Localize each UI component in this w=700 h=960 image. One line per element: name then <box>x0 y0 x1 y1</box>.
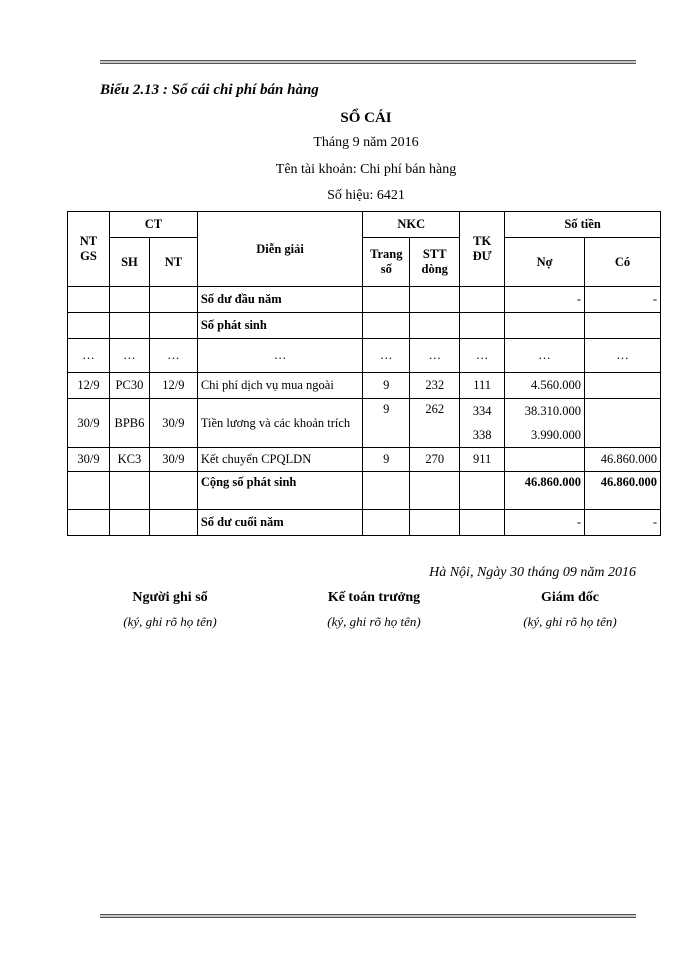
cell-tk-du <box>460 399 505 448</box>
signing-date: Hà Nội, Ngày 30 tháng 09 năm 2016 <box>429 565 636 580</box>
cell-nt: 12/9 <box>149 373 197 399</box>
cell-sh: PC30 <box>109 373 149 399</box>
ellipsis-cell: … <box>585 339 661 373</box>
top-rule <box>100 60 636 64</box>
table-row <box>68 448 661 472</box>
ellipsis-cell: … <box>505 339 585 373</box>
cell-trang-so: 9 <box>363 448 410 472</box>
ellipsis-cell: … <box>68 339 110 373</box>
table-row <box>68 373 661 399</box>
header-tk-du: TK ĐƯ <box>460 212 505 287</box>
total-label: Cộng số phát sinh <box>197 472 362 510</box>
ellipsis-cell: … <box>149 339 197 373</box>
total-no: 46.860.000 <box>505 472 585 510</box>
opening-no: - <box>505 287 585 313</box>
table-row <box>68 287 661 313</box>
account-name: Tên tài khoản: Chi phí bán hàng <box>275 162 457 177</box>
figure-caption: Biểu 2.13 : Sổ cái chi phí bán hàng <box>100 82 319 98</box>
header-so-tien: Số tiền <box>505 212 661 238</box>
ledger-month: Tháng 9 năm 2016 <box>313 135 419 150</box>
table-row <box>68 399 661 448</box>
header-trang-so: Trang số <box>363 238 410 287</box>
cell-no-line: 38.310.000 <box>524 404 582 418</box>
cell-no <box>505 399 585 448</box>
bottom-rule <box>100 914 636 918</box>
header-no: Nợ <box>505 238 585 287</box>
cell-nt: 30/9 <box>149 399 197 448</box>
table-row <box>68 313 661 339</box>
ellipsis-cell: … <box>410 339 460 373</box>
ledger-table <box>67 211 661 536</box>
ledger-title: SỔ CÁI <box>340 110 392 126</box>
signer-director <box>470 590 670 630</box>
closing-balance-label: Số dư cuối năm <box>197 510 362 536</box>
ellipsis-cell: … <box>197 339 362 373</box>
cell-description: Kết chuyển CPQLDN <box>197 448 362 472</box>
header-nkc: NKC <box>363 212 460 238</box>
cell-nt-gs: 30/9 <box>68 448 110 472</box>
ellipsis-cell: … <box>109 339 149 373</box>
cell-trang-so: 9 <box>363 373 410 399</box>
ellipsis-cell: … <box>460 339 505 373</box>
header-co: Có <box>585 238 661 287</box>
signer-note: (ký, ghi rõ họ tên) <box>523 614 617 629</box>
cell-sh: BPB6 <box>109 399 149 448</box>
cell-no-line: 3.990.000 <box>531 428 582 442</box>
cell-tk-du-line: 338 <box>472 428 492 442</box>
signer-title: Giám đốc <box>541 590 599 605</box>
cell-tk-du: 911 <box>460 448 505 472</box>
header-nt: NT <box>149 238 197 287</box>
table-row <box>68 472 661 510</box>
header-stt-dong: STT dòng <box>410 238 460 287</box>
cell-description: Tiền lương và các khoản trích <box>197 399 362 448</box>
header-dien-giai: Diễn giải <box>197 212 362 287</box>
cell-no: 4.560.000 <box>505 373 585 399</box>
signer-title: Kế toán trưởng <box>327 590 421 605</box>
cell-co: 46.860.000 <box>585 448 661 472</box>
cell-nt-gs: 30/9 <box>68 399 110 448</box>
table-row <box>68 510 661 536</box>
ellipsis-cell: … <box>363 339 410 373</box>
total-co: 46.860.000 <box>585 472 661 510</box>
cell-sh: KC3 <box>109 448 149 472</box>
closing-no: - <box>505 510 585 536</box>
arising-label: Số phát sinh <box>197 313 362 339</box>
signer-note: (ký, ghi rõ họ tên) <box>327 614 421 629</box>
cell-co <box>585 399 661 448</box>
opening-balance-label: Số dư đầu năm <box>197 287 362 313</box>
signer-chief-accountant <box>274 590 474 630</box>
table-row <box>68 339 661 373</box>
header-ct: CT <box>109 212 197 238</box>
cell-no <box>505 448 585 472</box>
signer-note: (ký, ghi rõ họ tên) <box>123 614 217 629</box>
header-nt-gs: NT GS <box>68 212 110 287</box>
cell-trang-so: 9 <box>363 399 410 448</box>
signer-title: Người ghi sổ <box>132 590 208 605</box>
cell-stt-dong: 232 <box>410 373 460 399</box>
cell-stt-dong: 270 <box>410 448 460 472</box>
opening-co: - <box>585 287 661 313</box>
cell-nt: 30/9 <box>149 448 197 472</box>
cell-description: Chi phí dịch vụ mua ngoài <box>197 373 362 399</box>
cell-nt-gs: 12/9 <box>68 373 110 399</box>
cell-stt-dong: 262 <box>410 399 460 448</box>
account-code: Số hiệu: 6421 <box>327 188 405 203</box>
cell-co <box>585 373 661 399</box>
closing-co: - <box>585 510 661 536</box>
cell-tk-du: 111 <box>460 373 505 399</box>
signer-recorder <box>70 590 270 630</box>
cell-tk-du-line: 334 <box>472 404 492 418</box>
header-sh: SH <box>109 238 149 287</box>
